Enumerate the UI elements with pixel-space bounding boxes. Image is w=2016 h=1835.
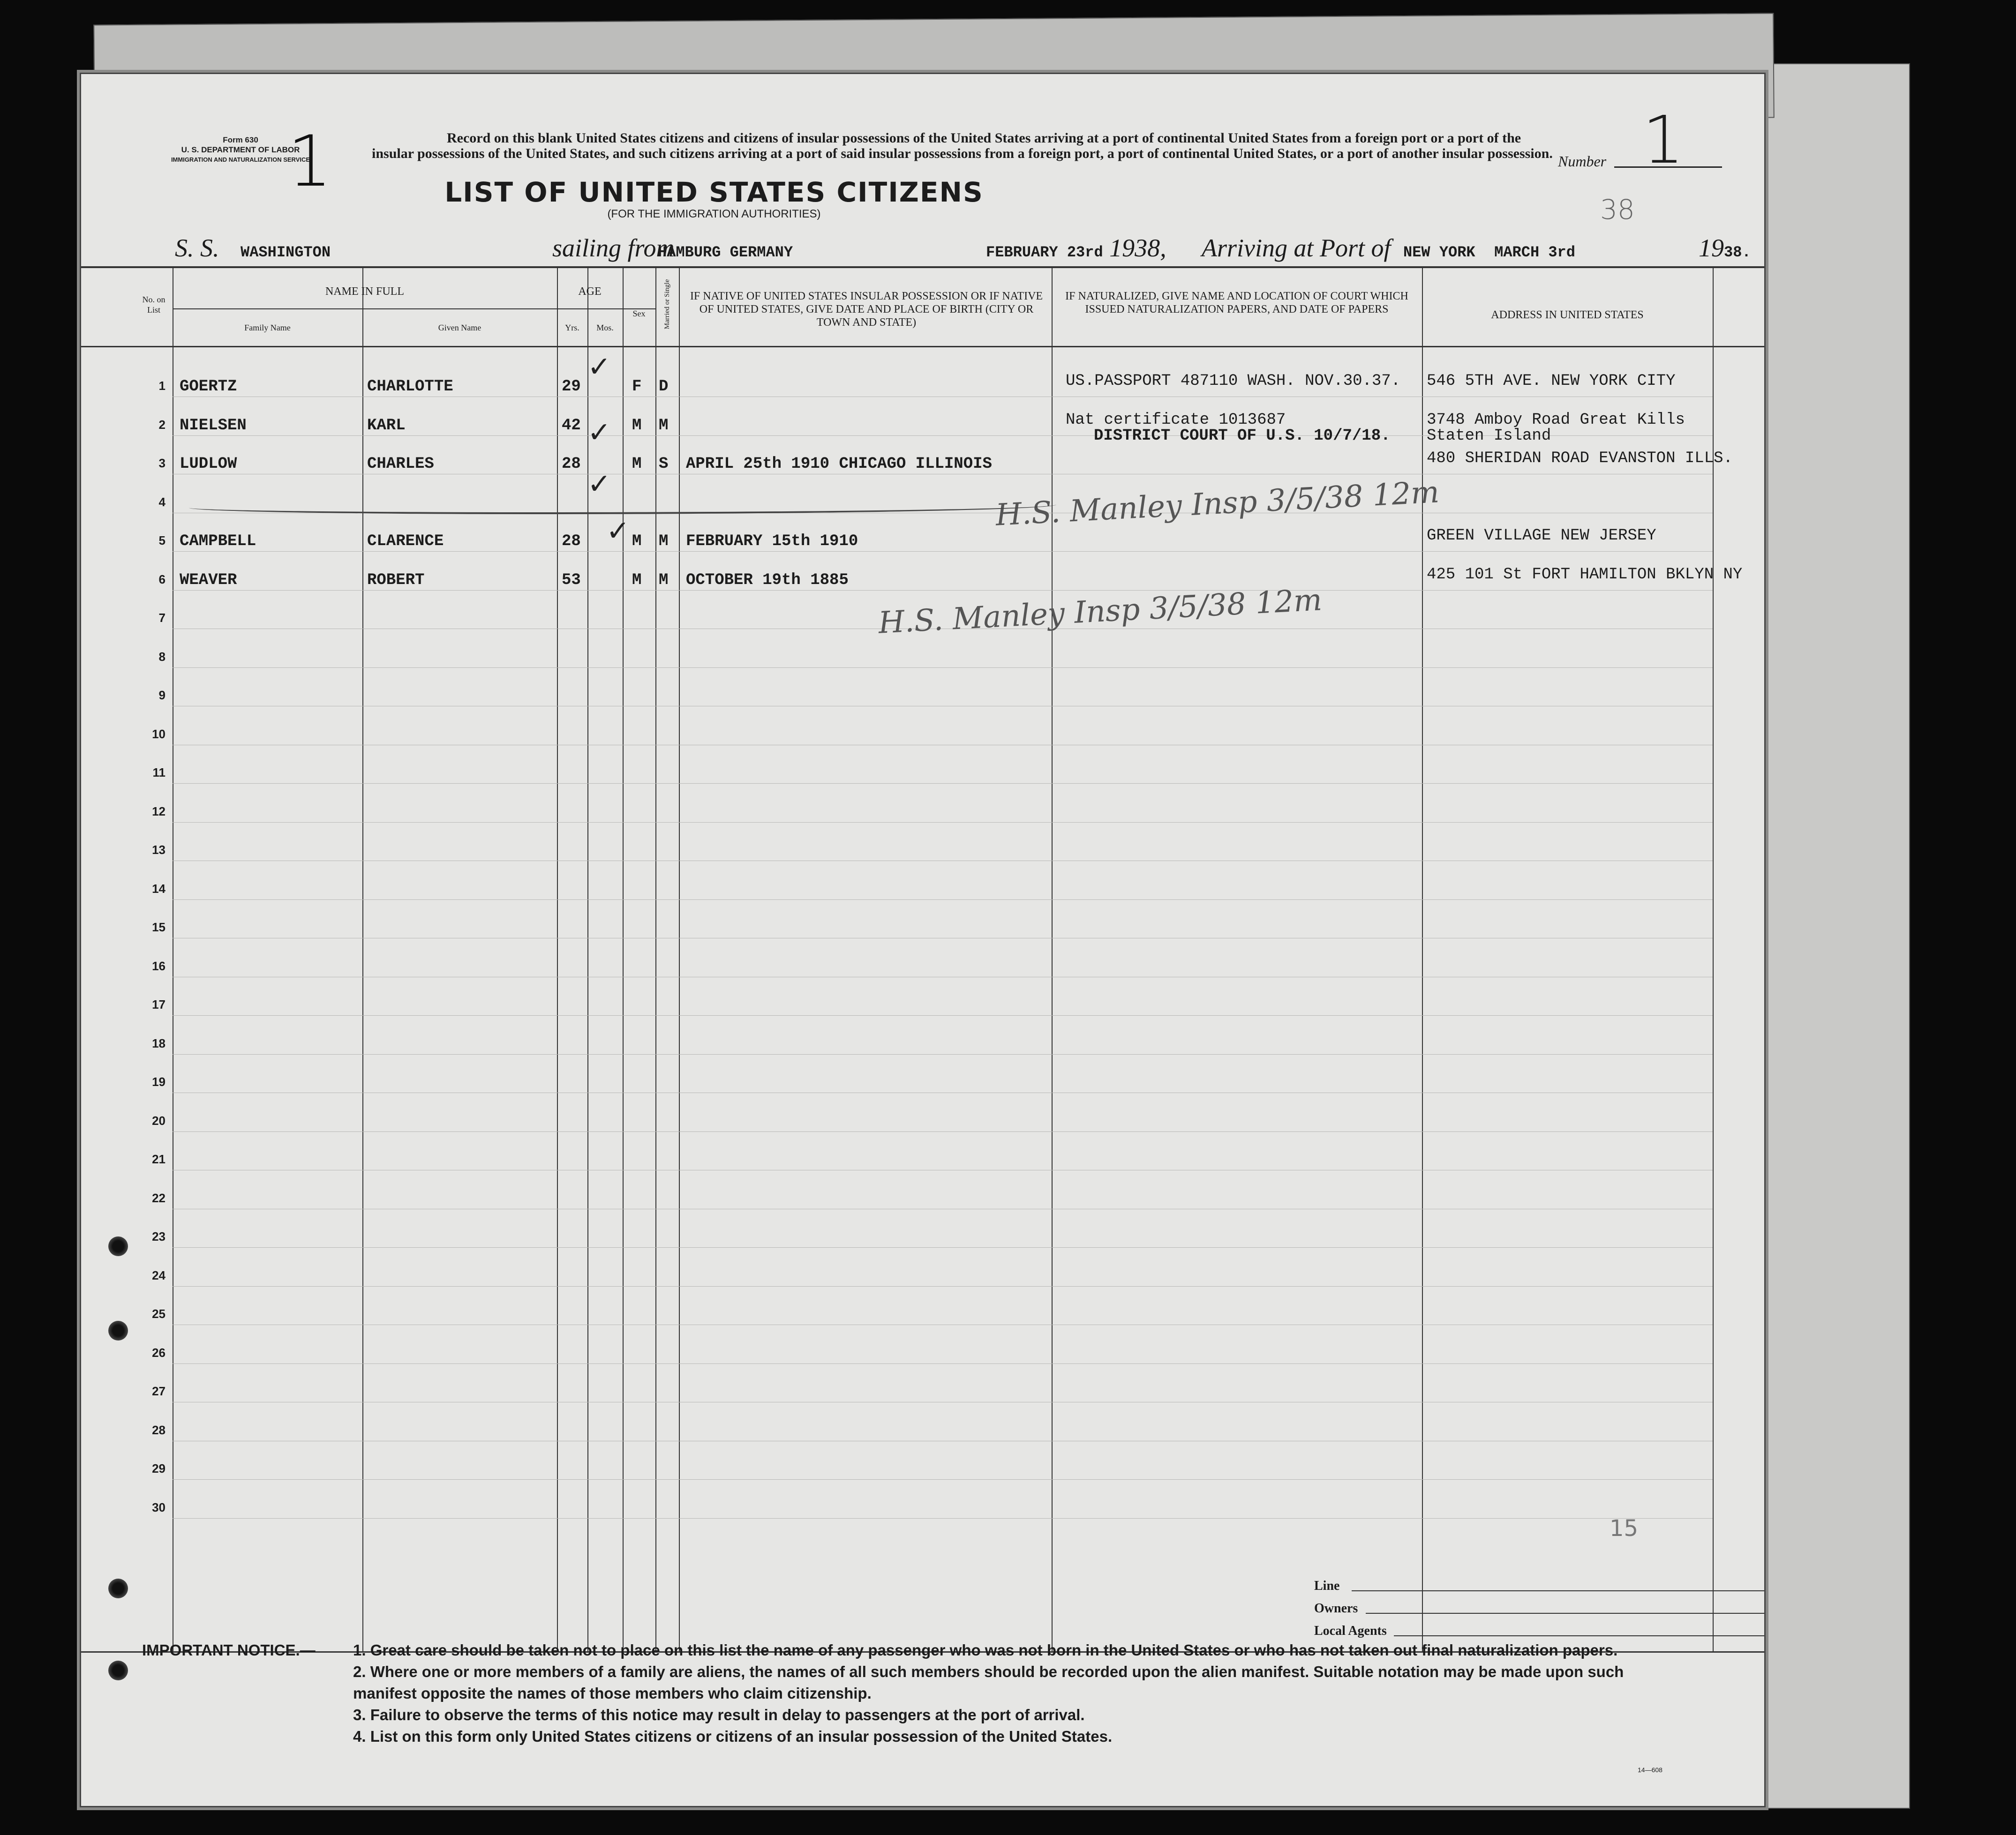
sex-cell: M <box>632 416 642 434</box>
row-number: 21 <box>152 1152 165 1166</box>
row-number: 27 <box>152 1384 165 1398</box>
instructions-text: Record on this blank United States citizens and citizens of insular possessions of the United States arriving at a port of continental United States from a foreign port or a port of the insular possessions of the United States, and such citizens arriving at a port of said insular possessions from a foreign port, a port of continental United States, or a port of another insular possession. <box>372 130 1553 161</box>
row-number: 20 <box>152 1113 165 1128</box>
header-given-name: Given Name <box>438 323 481 332</box>
row-number: 14 <box>152 881 165 896</box>
row-number: 24 <box>152 1268 165 1282</box>
port-from-field <box>658 233 986 267</box>
row-number: 11 <box>152 765 165 779</box>
arrival-year: 1938. <box>1699 234 1751 262</box>
family-name-cell: GOERTZ <box>180 378 237 396</box>
inspector-note-row7: H.S. Manley Insp 3/5/38 12m <box>877 583 1323 641</box>
agent-local-rule <box>1394 1635 1764 1636</box>
family-name-cell: LUDLOW <box>180 455 237 473</box>
row-number: 29 <box>152 1461 165 1475</box>
given-name-cell: CLARENCE <box>367 532 444 550</box>
row-number: 25 <box>152 1307 165 1321</box>
row-number: 4 <box>158 494 165 509</box>
pencil-note: 38 <box>1600 194 1635 225</box>
row-rule <box>173 667 1713 668</box>
header-age: AGE <box>578 285 602 298</box>
given-name-cell: KARL <box>367 416 406 434</box>
row-number: 3 <box>158 456 165 470</box>
given-name-cell: CHARLES <box>367 455 434 473</box>
header-name-in-full: NAME IN FULL <box>325 285 404 298</box>
header-yrs: Yrs. <box>565 323 579 332</box>
address-cell-line2: Staten Island <box>1427 427 1551 445</box>
given-name-cell: CHARLOTTE <box>367 378 453 396</box>
row-rule <box>173 1015 1713 1016</box>
header-native-birth: IF NATIVE OF UNITED STATES INSULAR POSSESSION OR IF NATIVE OF UNITED STATES, GIVE DATE AND PLACE OF BIRTH (CITY OR TOWN AND STATE) <box>690 290 1043 329</box>
row-rule <box>173 899 1713 900</box>
family-name-cell: CAMPBELL <box>180 532 256 550</box>
department-name: U. S. DEPARTMENT OF LABOR <box>181 145 300 154</box>
number-label: Number <box>1558 153 1607 170</box>
marital-status-cell: S <box>659 455 669 473</box>
row-number: 15 <box>152 920 165 934</box>
family-name-cell: NIELSEN <box>180 416 247 434</box>
row-rule <box>173 1247 1713 1248</box>
age-years-cell: 28 <box>562 455 581 473</box>
row-rule <box>173 1518 1713 1519</box>
marital-status-cell: M <box>659 416 669 434</box>
row-number: 1 <box>158 379 165 393</box>
header-address: ADDRESS IN UNITED STATES <box>1491 309 1644 321</box>
row-number: 16 <box>152 959 165 973</box>
row-number: 9 <box>158 688 165 702</box>
print-code: 14—608 <box>1638 1766 1662 1774</box>
ss-label: S. S. <box>175 234 219 262</box>
age-years-cell: 42 <box>562 416 581 434</box>
agent-line-rule <box>1352 1590 1764 1591</box>
row-rule <box>173 1479 1713 1480</box>
row-rule <box>173 590 1713 591</box>
header-mos: Mos. <box>596 323 614 332</box>
address-cell: 3748 Amboy Road Great Kills <box>1427 411 1685 429</box>
row-rule <box>173 1054 1713 1055</box>
naturalization-court-cell: DISTRICT COURT OF U.S. 10/7/18. <box>1094 427 1391 445</box>
strike-through-line <box>189 498 1056 514</box>
page-title: LIST OF UNITED STATES CITIZENS <box>444 176 984 208</box>
given-name-cell: ROBERT <box>367 571 425 589</box>
row-number: 26 <box>152 1345 165 1360</box>
row-rule <box>173 1363 1713 1364</box>
address-cell: 546 5TH AVE. NEW YORK CITY <box>1427 372 1676 390</box>
row-number: 2 <box>158 417 165 432</box>
naturalization-cell: Nat certificate 1013687 <box>1066 411 1286 429</box>
check-mark-icon: ✓ <box>587 468 611 501</box>
notice-label: IMPORTANT NOTICE.— <box>142 1641 316 1659</box>
col-divider <box>1713 266 1714 1651</box>
binder-hole <box>108 1236 128 1256</box>
sheet-mark: 1 <box>287 121 332 202</box>
table-top-rule <box>81 266 1764 268</box>
departure-date: FEBRUARY 23rd 1938, <box>986 234 1166 262</box>
binder-hole <box>108 1321 128 1341</box>
row-number: 30 <box>152 1500 165 1514</box>
row-number: 7 <box>158 611 165 625</box>
age-years-cell: 53 <box>562 571 581 589</box>
form-number: Form 630 <box>223 135 258 144</box>
address-cell: 480 SHERIDAN ROAD EVANSTON ILLS. <box>1427 449 1733 467</box>
table-header-rule <box>81 346 1764 347</box>
marital-status-cell: M <box>659 532 669 550</box>
page-subtitle: (FOR THE IMMIGRATION AUTHORITIES) <box>607 208 821 220</box>
check-mark-icon: ✓ <box>587 351 611 383</box>
sailing-label: sailing from <box>552 234 675 262</box>
row-rule <box>173 822 1713 823</box>
row-rule <box>173 551 1713 552</box>
family-name-cell: WEAVER <box>180 571 237 589</box>
ship-name: WASHINGTON <box>241 244 331 261</box>
row-rule <box>173 1286 1713 1287</box>
header-naturalized: IF NATURALIZED, GIVE NAME AND LOCATION OF COURT WHICH ISSUED NATURALIZATION PAPERS, AND DATE OF PAPERS <box>1065 290 1408 315</box>
birth-cell: OCTOBER 19th 1885 <box>686 571 849 589</box>
naturalization-cell: US.PASSPORT 487110 WASH. NOV.30.37. <box>1066 372 1401 390</box>
marital-status-cell: D <box>659 378 669 396</box>
row-number: 8 <box>158 649 165 664</box>
row-number: 18 <box>152 1036 165 1050</box>
check-mark-icon: ✓ <box>587 416 611 449</box>
form-identifier <box>109 135 372 165</box>
arrival-date: MARCH 3rd <box>1494 244 1575 261</box>
birth-cell: FEBRUARY 15th 1910 <box>686 532 858 550</box>
row-number: 17 <box>152 997 165 1011</box>
port-from: HAMBURG GERMANY <box>658 244 793 261</box>
list-number: 1 <box>1642 102 1685 179</box>
header-sex: Sex <box>632 309 646 318</box>
sex-cell: M <box>632 455 642 473</box>
agent-local-label: Local Agents <box>1314 1624 1387 1638</box>
row-number: 28 <box>152 1423 165 1437</box>
manifest-page <box>80 73 1766 1807</box>
sex-cell: M <box>632 571 642 589</box>
age-years-cell: 28 <box>562 532 581 550</box>
row-number: 6 <box>158 572 165 586</box>
row-number: 5 <box>158 533 165 547</box>
address-cell: 425 101 St FORT HAMILTON BKLYN NY <box>1427 565 1743 584</box>
arrival-field <box>1403 233 1694 267</box>
notice-item: 2. Where one or more members of a family are aliens, the names of all such members should be recorded upon the alien manifest. Suitable notation may be made upon such manifest opposite the names of those members who claim citizenship. <box>353 1663 1624 1702</box>
marital-status-cell: M <box>659 571 669 589</box>
notice-item: 4. List on this form only United States citizens or citizens of an insular possession of the United States. <box>353 1728 1113 1745</box>
header-no-on-list: No. on List <box>142 295 165 315</box>
header-married-single: Married or Single <box>663 279 671 330</box>
inspector-note-row4: H.S. Manley Insp 3/5/38 12m <box>994 475 1440 533</box>
service-name: IMMIGRATION AND NATURALIZATION SERVICE <box>171 156 310 163</box>
page-number: 15 <box>1610 1515 1639 1542</box>
birth-cell: APRIL 25th 1910 CHICAGO ILLINOIS <box>686 455 992 473</box>
row-rule <box>173 783 1713 784</box>
agent-line-label: Line <box>1314 1579 1340 1593</box>
header-family-name: Family Name <box>244 323 291 332</box>
row-number: 22 <box>152 1191 165 1205</box>
sex-cell: M <box>632 532 642 550</box>
agent-owners-label: Owners <box>1314 1601 1358 1616</box>
binder-hole <box>108 1579 128 1598</box>
subheader-rule <box>173 308 655 309</box>
row-number: 10 <box>152 727 165 741</box>
agent-owners-rule <box>1366 1613 1764 1614</box>
row-number: 12 <box>152 804 165 818</box>
notice-item: 3. Failure to observe the terms of this notice may result in delay to passengers at the port of arrival. <box>353 1706 1085 1723</box>
row-number: 23 <box>152 1229 165 1243</box>
port-arrival: NEW YORK <box>1403 244 1475 261</box>
row-rule <box>173 1131 1713 1132</box>
sex-cell: F <box>632 378 642 396</box>
address-cell: GREEN VILLAGE NEW JERSEY <box>1427 527 1656 545</box>
row-number: 19 <box>152 1075 165 1089</box>
notice-list <box>353 1640 1689 1747</box>
arriving-label: Arriving at Port of <box>1202 234 1391 262</box>
row-number: 13 <box>152 843 165 857</box>
check-mark-icon: ✓ <box>606 515 630 547</box>
binder-hole <box>108 1661 128 1680</box>
age-years-cell: 29 <box>562 378 581 396</box>
notice-item: 1. Great care should be taken not to place on this list the name of any passenger who was not born in the United States or who has not taken out final naturalization papers. <box>353 1641 1618 1659</box>
